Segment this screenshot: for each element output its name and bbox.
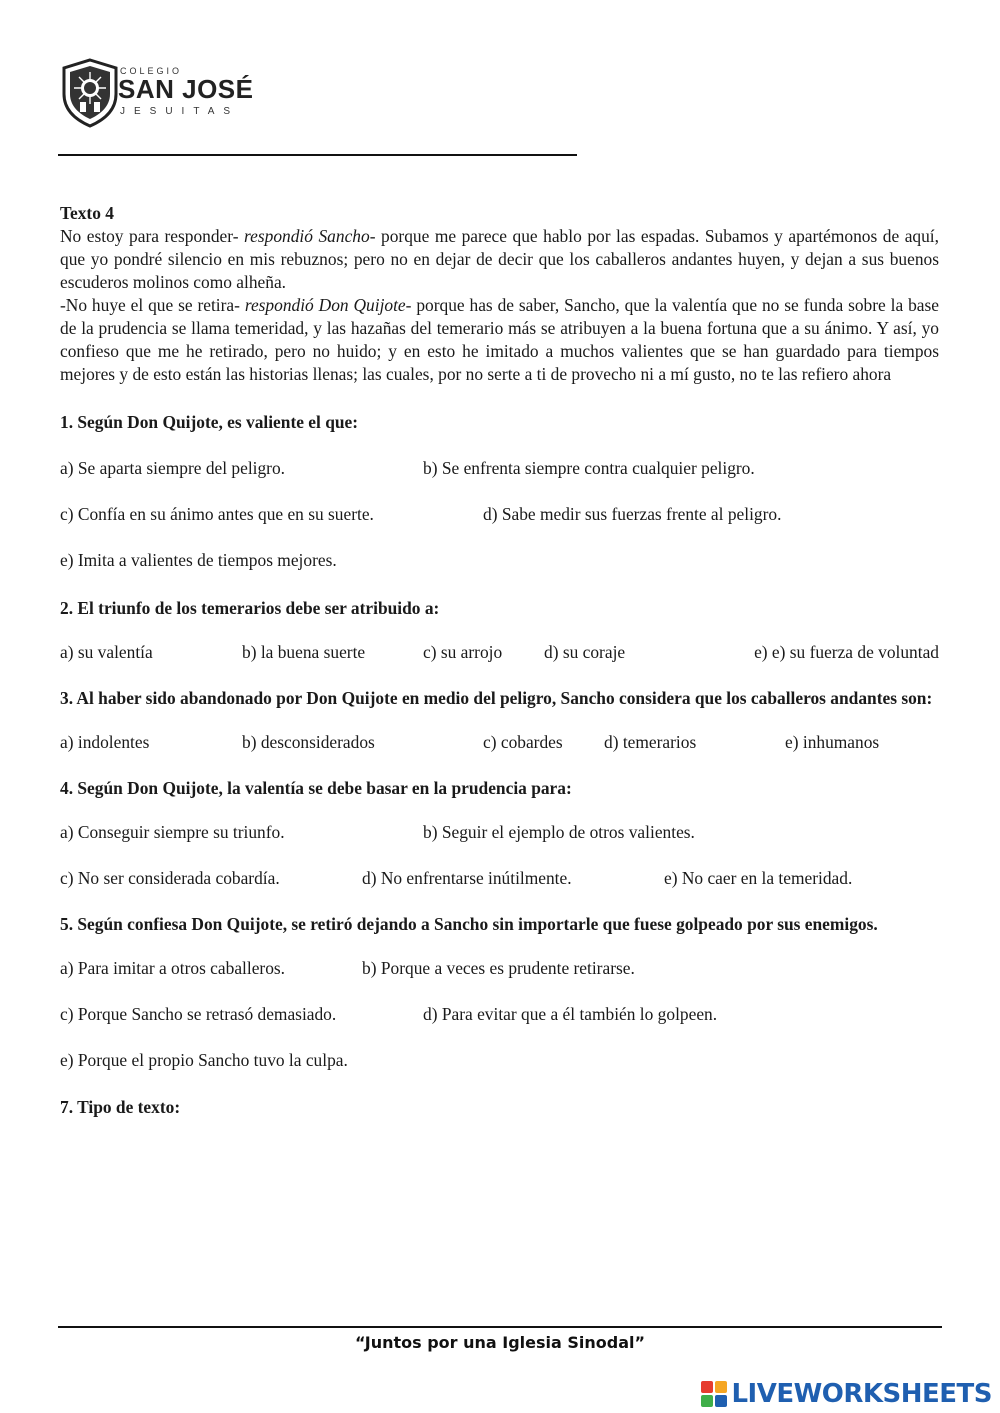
question-5: 5. Según confiesa Don Quijote, se retiró dejando a Sancho sin importarle que fuese golpeado por sus enemigos. [60, 914, 878, 934]
passage-paragraph-1 [60, 225, 939, 294]
question-4-options-row-2 [60, 867, 939, 890]
option-4c[interactable]: c) No ser considerada cobardía. [60, 868, 280, 888]
passage-p1-rest: - porque me parece que hablo por las espadas. Subamos y apartémonos de aquí, que yo pondré silencio en mis rebuznos; pero no en dejar de decir que los caballeros andantes huyen, y dejan a sus buenos escuderos molinos como alheña. [60, 226, 939, 292]
option-4a[interactable]: a) Conseguir siempre su triunfo. [60, 822, 285, 842]
worksheet-content [60, 202, 939, 1119]
question-4: 4. Según Don Quijote, la valentía se debe basar en la prudencia para: [60, 778, 572, 798]
question-5-options-row-2 [60, 1003, 939, 1026]
option-4e[interactable]: e) No caer en la temeridad. [664, 868, 853, 888]
passage-p2-rest: - porque has de saber, Sancho, que la valentía que no se funda sobre la base de la prudencia se llama temeridad, y las hazañas del temerario más se atribuyen a la buena fortuna que a su ánimo. Y así, yo confieso que me he retirado, pero no huido; y en esto he imitado a muchos valientes que se han guardado para tiempos mejores y de esto están las historias llenas; las cuales, por no serte a ti de provecho ni a mí gusto, no te las refiero ahora [60, 295, 940, 384]
question-2: 2. El triunfo de los temerarios debe ser atribuido a: [60, 598, 440, 618]
liveworksheets-logo-icon [701, 1381, 727, 1407]
logo-school-name: SAN JOSÉ [118, 74, 254, 104]
liveworksheets-brand [701, 1378, 992, 1410]
question-2-options-row [60, 641, 939, 664]
passage-p1-text: No estoy para responder- [60, 226, 245, 246]
footer-motto: “Juntos por una Iglesia Sinodal” [354, 1333, 646, 1352]
logo-square-orange [715, 1381, 727, 1393]
passage-p2-speaker: respondió Don Quijote [244, 295, 406, 315]
passage-p1-speaker: respondió Sancho [244, 226, 370, 246]
question-1-options-row-1 [60, 457, 939, 480]
option-5d[interactable]: d) Para evitar que a él también lo golpeen. [423, 1004, 718, 1024]
option-2b[interactable]: b) la buena suerte [242, 642, 366, 662]
header-divider [58, 154, 577, 156]
option-5c[interactable]: c) Porque Sancho se retrasó demasiado. [60, 1004, 337, 1024]
option-4b[interactable]: b) Seguir el ejemplo de otros valientes. [423, 822, 695, 842]
option-2a[interactable]: a) su valentía [60, 642, 153, 662]
logo-sub-text: JESUITAS [120, 106, 240, 117]
option-3a[interactable]: a) indolentes [60, 732, 150, 752]
school-logo [60, 58, 260, 132]
question-1-options-row-3 [60, 549, 939, 572]
option-3b[interactable]: b) desconsiderados [242, 732, 375, 752]
option-5a[interactable]: a) Para imitar a otros caballeros. [60, 958, 286, 978]
school-seal-icon [60, 58, 120, 128]
option-3e[interactable]: e) inhumanos [785, 732, 880, 752]
question-3-options-row [60, 731, 939, 754]
question-4-options-row-1 [60, 821, 939, 844]
passage-title: Texto 4 [60, 203, 114, 223]
option-1e[interactable]: e) Imita a valientes de tiempos mejores. [60, 550, 337, 570]
logo-square-red [701, 1381, 713, 1393]
option-5b[interactable]: b) Porque a veces es prudente retirarse. [362, 958, 635, 978]
option-5e[interactable]: e) Porque el propio Sancho tuvo la culpa. [60, 1050, 348, 1070]
footer-divider [58, 1326, 942, 1328]
question-1-options-row-2 [60, 503, 939, 526]
option-2d[interactable]: d) su coraje [544, 642, 626, 662]
option-2e[interactable]: e) e) su fuerza de voluntad [754, 642, 939, 662]
option-1b[interactable]: b) Se enfrenta siempre contra cualquier peligro. [423, 458, 755, 478]
logo-square-green [701, 1395, 713, 1407]
logo-small-text: COLEGIO [120, 66, 183, 76]
question-5-options-row-3 [60, 1049, 939, 1072]
passage-p2-text: -No huye el que se retira- [60, 295, 245, 315]
option-1d[interactable]: d) Sabe medir sus fuerzas frente al peligro. [483, 504, 782, 524]
liveworksheets-wordmark: LIVEWORKSHEETS [731, 1379, 992, 1409]
option-2c[interactable]: c) su arrojo [423, 642, 503, 662]
option-1a[interactable]: a) Se aparta siempre del peligro. [60, 458, 286, 478]
question-7: 7. Tipo de texto: [60, 1097, 181, 1117]
option-1c[interactable]: c) Confía en su ánimo antes que en su suerte. [60, 504, 374, 524]
option-3c[interactable]: c) cobardes [483, 732, 563, 752]
question-5-options-row-1 [60, 957, 939, 980]
logo-square-blue [715, 1395, 727, 1407]
question-1: 1. Según Don Quijote, es valiente el que: [60, 412, 359, 432]
question-3: 3. Al haber sido abandonado por Don Quijote en medio del peligro, Sancho considera que los caballeros andantes son: [60, 688, 933, 708]
option-4d[interactable]: d) No enfrentarse inútilmente. [362, 868, 572, 888]
option-3d[interactable]: d) temerarios [604, 732, 697, 752]
passage-paragraph-2 [60, 294, 939, 386]
